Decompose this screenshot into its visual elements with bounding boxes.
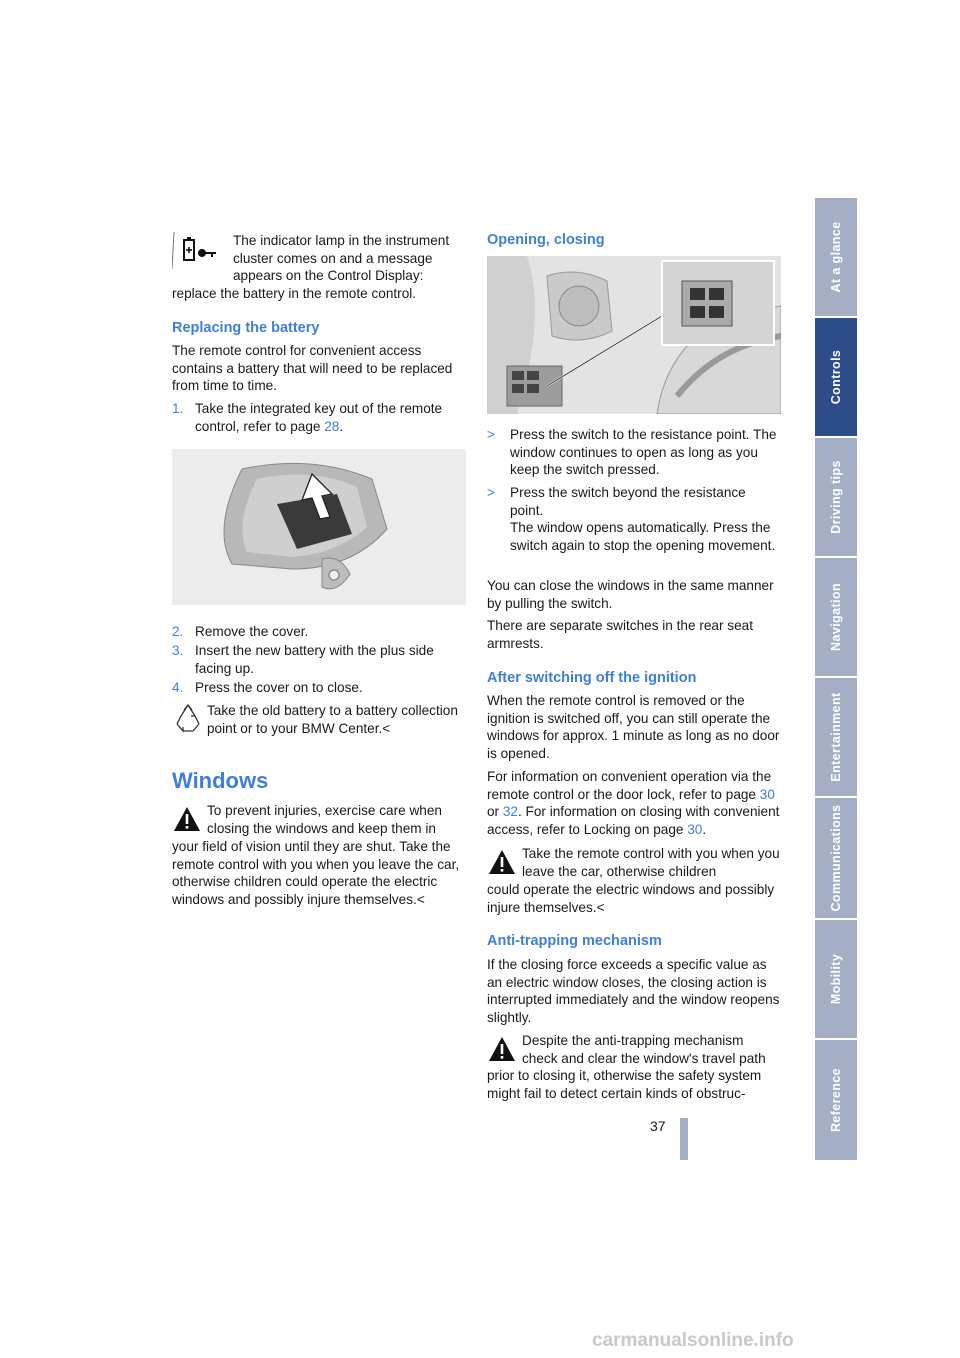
after-ignition-text: When the remote control is removed or the ignition is switched off, you can still operate the windows for approx. 1 minute as long as no door is opened. xyxy=(487,693,780,761)
step-text: Press the cover on to close. xyxy=(195,680,363,695)
remote-battery-icon xyxy=(172,232,222,270)
step-1 xyxy=(172,400,466,435)
anti-warning-continuation: prior to closing it, otherwise the safety system might fail to detect certain kinds of obstruc- xyxy=(487,1068,762,1101)
step-4 xyxy=(172,679,466,697)
end-mark: < xyxy=(416,891,425,907)
bullet-press-resistance xyxy=(487,426,781,479)
text: . For information on closing with convenient access, refer to Locking on page xyxy=(487,804,780,837)
page-link-30-locking[interactable]: 30 xyxy=(687,821,703,837)
close-windows-text: You can close the windows in the same manner by pulling the switch. xyxy=(487,578,774,611)
text: For information on convenient operation via the remote control or the door lock, refer to page xyxy=(487,769,772,802)
step-tail: . xyxy=(339,418,344,434)
tab-driving-tips[interactable] xyxy=(815,438,857,558)
warning-icon xyxy=(172,805,202,833)
chapter-tabs xyxy=(815,198,857,1160)
windows-warning-continuation xyxy=(172,838,466,908)
convenient-operation-text xyxy=(487,768,781,838)
bullet-text: Press the switch beyond the resistance point. xyxy=(510,485,746,518)
step-number: 3. xyxy=(172,643,184,658)
tab-label: Mobility xyxy=(829,953,843,1005)
bullet-text-continued: The window opens automatically. Press the switch again to stop the opening movement. xyxy=(510,520,776,553)
page-link-30[interactable]: 30 xyxy=(759,786,775,802)
section-title-opening-closing: Opening, closing xyxy=(487,232,605,248)
section-title-after-ignition: After switching off the ignition xyxy=(487,670,697,686)
page-number-bar xyxy=(680,1118,688,1160)
tab-label: Entertainment xyxy=(829,692,843,782)
warning-text: your field of vision until they are shut. Take the remote control with you when you leave the car, otherwise children could operate the electric windows and possibly injure themselves. xyxy=(172,839,460,907)
window-switch-illustration xyxy=(487,256,781,414)
tab-label: Controls xyxy=(829,349,843,405)
section-title-anti-trapping: Anti-trapping mechanism xyxy=(487,933,662,949)
tab-label: Navigation xyxy=(829,583,843,651)
page-link-28[interactable]: 28 xyxy=(324,418,340,434)
step-number: 1. xyxy=(172,401,184,416)
text: . xyxy=(702,821,707,837)
step-text: Insert the new battery with the plus side facing up. xyxy=(195,643,434,676)
recycle-note-text: Take the old battery to a battery collection point or to your BMW Center. xyxy=(207,703,458,736)
footer-watermark: carmanualsonline.info xyxy=(592,1330,794,1351)
tab-entertainment[interactable] xyxy=(815,678,857,798)
text: or xyxy=(487,804,503,820)
battery-note-text: The indicator lamp in the instrument cluster comes on and a message appears on the Control Display: xyxy=(233,233,450,284)
tab-at-a-glance[interactable] xyxy=(815,198,857,318)
bullet-text: Press the switch to the resistance point. The window continues to open as long as you keep the switch pressed. xyxy=(510,427,777,478)
recycle-icon xyxy=(172,702,204,734)
warning-text: could operate the electric windows and possibly injure themselves. xyxy=(487,882,775,915)
tab-label: Reference xyxy=(829,1067,843,1133)
tab-reference[interactable] xyxy=(815,1040,857,1160)
section-title-replacing-battery: Replacing the battery xyxy=(172,320,320,336)
bullet-mark: > xyxy=(487,427,495,442)
anti-warning-text: Despite the anti-trapping mechanism check and clear the window's travel path xyxy=(522,1033,766,1066)
step-text: Take the integrated key out of the remote control, refer to page xyxy=(195,401,443,434)
tab-label: Communications xyxy=(829,804,843,912)
battery-note-continuation: replace the battery in the remote control. xyxy=(172,286,417,301)
tab-navigation[interactable] xyxy=(815,558,857,678)
replacing-battery-intro: The remote control for convenient access contains a battery that will need to be replaced from time to time. xyxy=(172,343,453,394)
bullet-press-beyond xyxy=(487,484,781,554)
bullet-mark: > xyxy=(487,485,495,500)
section-title-windows: Windows xyxy=(172,768,269,793)
windows-warning-text: To prevent injuries, exercise care when closing the windows and keep them in xyxy=(207,803,442,836)
step-number: 2. xyxy=(172,624,184,639)
step-2 xyxy=(172,623,466,641)
recycle-note xyxy=(207,702,467,737)
tab-label: Driving tips xyxy=(829,460,843,534)
step-text: Remove the cover. xyxy=(195,624,309,639)
step-number: 4. xyxy=(172,680,184,695)
rear-switches-text: There are separate switches in the rear seat armrests. xyxy=(487,618,753,651)
after-warning-text: Take the remote control with you when you leave the car, otherwise children xyxy=(522,846,780,879)
end-mark: < xyxy=(382,720,391,736)
end-mark: < xyxy=(596,899,605,915)
key-fob-illustration xyxy=(172,449,466,605)
warning-icon xyxy=(487,1035,517,1063)
warning-icon xyxy=(487,848,517,876)
tab-controls[interactable] xyxy=(815,318,857,438)
tab-label: At a glance xyxy=(829,221,843,293)
anti-trapping-text: If the closing force exceeds a specific value as an electric window closes, the closing action is interrupted immediately and the window reopens slightly. xyxy=(487,957,780,1025)
tab-communications[interactable] xyxy=(815,798,857,920)
tab-mobility[interactable] xyxy=(815,920,857,1040)
after-warning-continuation xyxy=(487,881,781,916)
step-3 xyxy=(172,642,466,677)
page-link-32[interactable]: 32 xyxy=(502,804,518,820)
page-number: 37 xyxy=(650,1118,666,1134)
